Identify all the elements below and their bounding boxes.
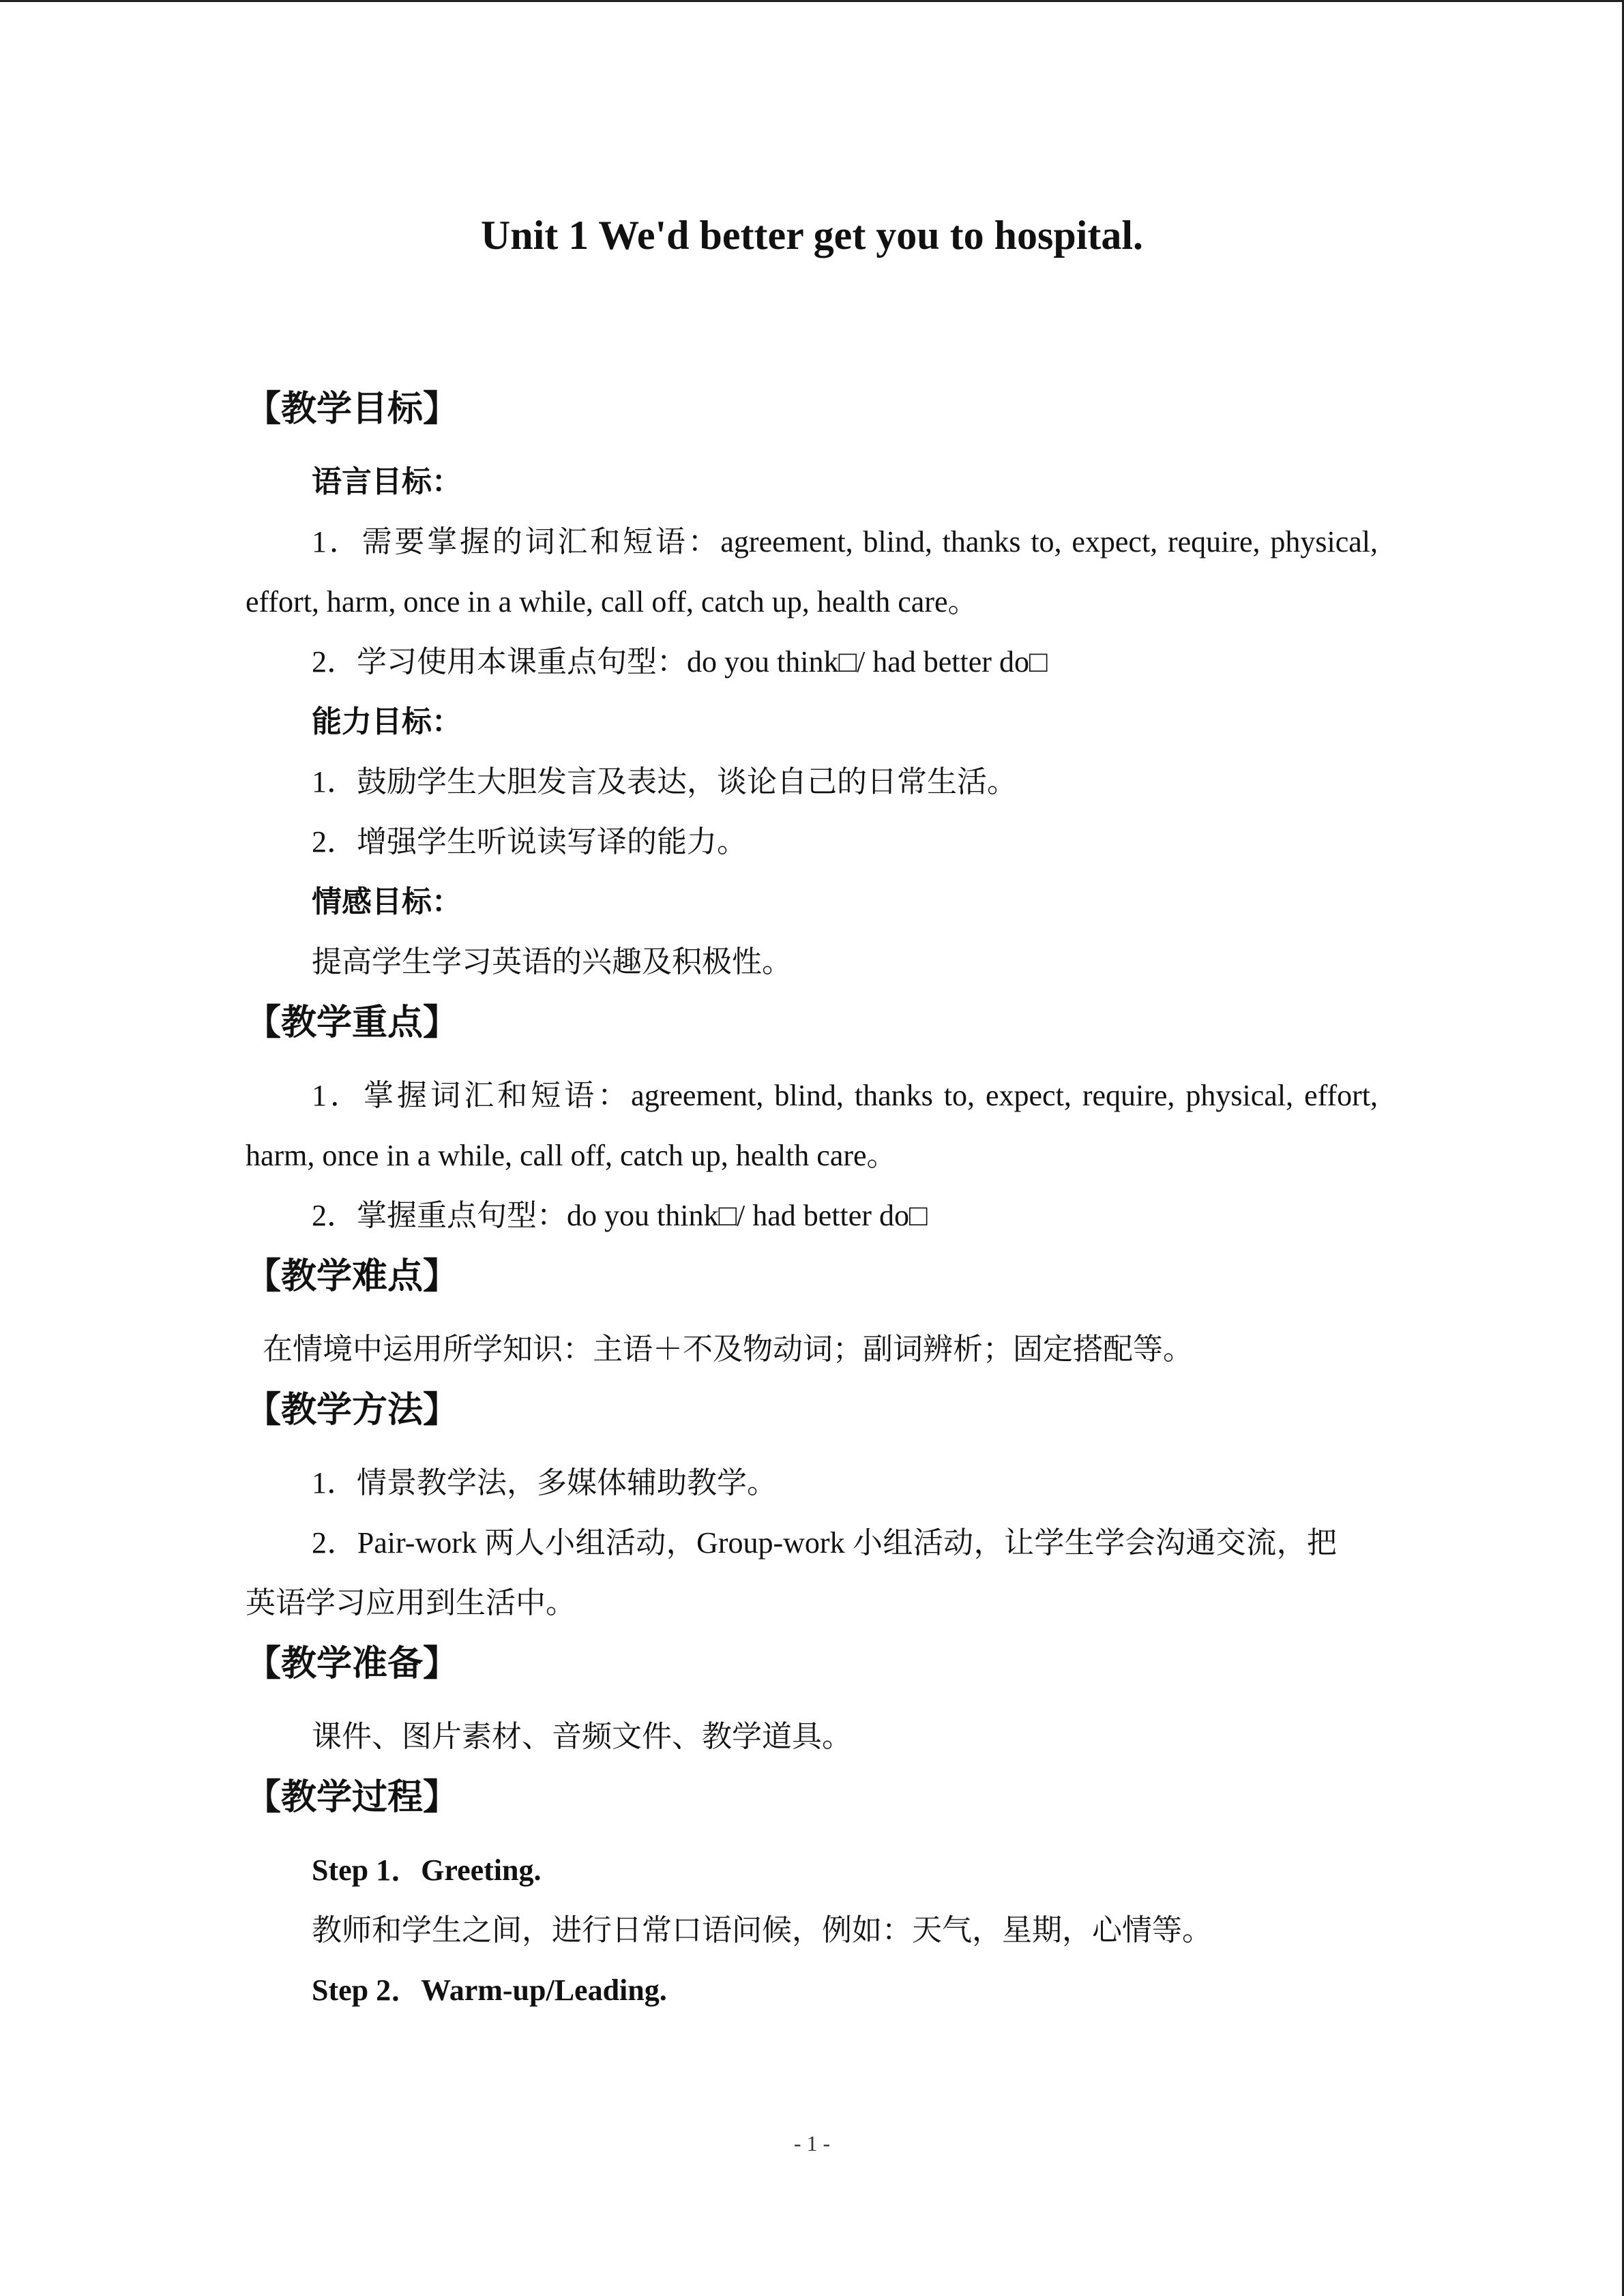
ability-objective-item-2: 2．增强学生听说读写译的能力。 xyxy=(312,825,747,859)
section-heading-difficulties: 【教学难点】 xyxy=(246,1256,459,1297)
document-title: Unit 1 We'd better get you to hospital. xyxy=(480,213,1144,258)
step-1-title: Step 1．Greeting. xyxy=(312,1853,542,1887)
preparation-text: 课件、图片素材、音频文件、教学道具。 xyxy=(312,1720,852,1753)
language-objective-item-1: 1．需要掌握的词汇和短语：agreement, blind, thanks to, expect, require, physical, effort, harm, once in a while, call off, catch up, health care。 xyxy=(246,525,1378,618)
page-border-top xyxy=(0,0,1624,2)
key-point-item-1: 1．掌握词汇和短语：agreement, blind, thanks to, expect, require, physical, effort, harm, once in a while, call off, catch up, health care。 xyxy=(246,1079,1378,1172)
section-heading-preparation: 【教学准备】 xyxy=(246,1643,459,1684)
document-body xyxy=(246,378,1378,2021)
language-objective-item-2: 2．学习使用本课重点句型：do you think□/ had better do□ xyxy=(312,645,1048,679)
ability-objective-item-1: 1．鼓励学生大胆发言及表达，谈论自己的日常生活。 xyxy=(312,765,1017,799)
page-number: - 1 - xyxy=(793,2131,831,2156)
difficulties-text: 在情境中运用所学知识：主语＋不及物动词；副词辨析；固定搭配等。 xyxy=(263,1332,1193,1366)
step-2-title: Step 2．Warm-up/Leading. xyxy=(312,1973,667,2007)
language-objectives-label: 语言目标： xyxy=(312,464,462,499)
section-heading-objectives: 【教学目标】 xyxy=(246,389,459,430)
method-item-2: 2．Pair-work 两人小组活动，Group-work 小组活动，让学生学会沟通交流，把英语学习应用到生活中。 xyxy=(246,1526,1337,1620)
section-heading-methods: 【教学方法】 xyxy=(246,1390,459,1431)
method-item-1: 1．情景教学法，多媒体辅助教学。 xyxy=(312,1466,777,1500)
step-1-text: 教师和学生之间，进行日常口语问候，例如：天气，星期，心情等。 xyxy=(312,1913,1212,1947)
emotion-objectives-label: 情感目标： xyxy=(312,884,462,919)
ability-objectives-label: 能力目标： xyxy=(312,704,462,739)
key-point-item-2: 2．掌握重点句型：do you think□/ had better do□ xyxy=(312,1199,928,1232)
emotion-objective-item-1: 提高学生学习英语的兴趣及积极性。 xyxy=(312,945,792,979)
section-heading-process: 【教学过程】 xyxy=(246,1777,459,1818)
section-heading-key-points: 【教学重点】 xyxy=(246,1002,459,1043)
